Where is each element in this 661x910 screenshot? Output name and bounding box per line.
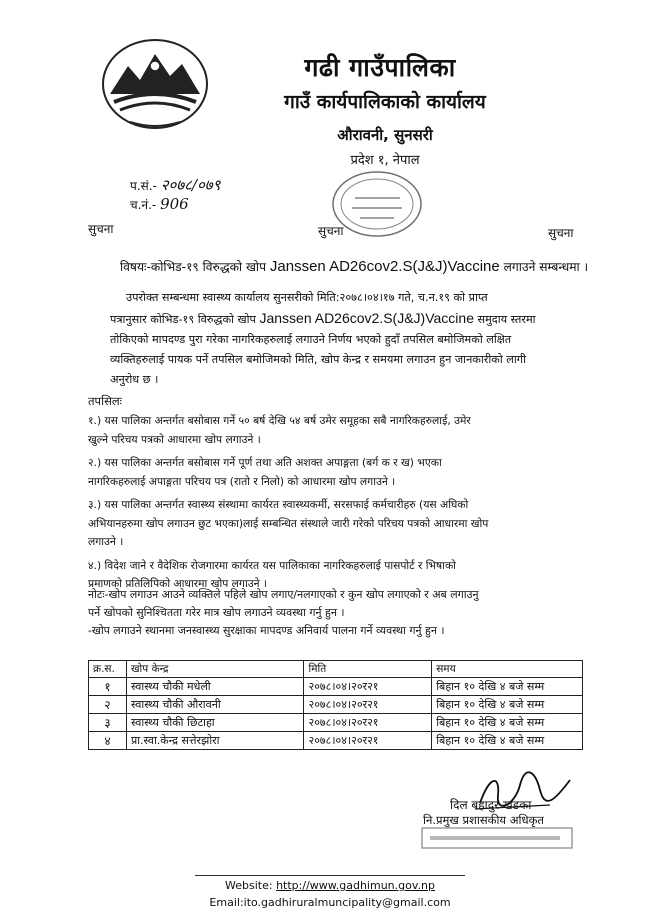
notice-label-center: सुचना bbox=[318, 224, 344, 238]
list-item-line: २.) यस पालिका अन्तर्गत बसोबास गर्ने पूर्ण तथा अति अशक्त अपाङ्गता (बर्ग क र ख) भएका bbox=[88, 456, 442, 469]
cell-time: बिहान १० देखि ४ बजे सम्म bbox=[432, 714, 583, 732]
body-paragraph bbox=[110, 288, 630, 390]
header-date: मिति bbox=[304, 661, 432, 678]
office-location: औरावनी, सुनसरी bbox=[337, 126, 433, 144]
header-center: खोप केन्द्र bbox=[126, 661, 304, 678]
note-line: नोटः-खोप लगाउन आउने व्यक्तिले पहिले खोप लगाए/नलगाएको र कुन खोप लगाएको र अब लगाउनु bbox=[88, 588, 479, 601]
list-item bbox=[88, 454, 630, 491]
fiscal-year bbox=[130, 175, 220, 195]
list-item-line: ३.) यस पालिका अन्तर्गत स्वास्थ्य संस्थामा कार्यरत स्वास्थ्यकर्मी, सरसफाई कर्मचारीहरु (यस अघिको bbox=[88, 498, 469, 511]
reference-value: 906 bbox=[160, 195, 189, 213]
email-link[interactable]: ito.gadhiruralmuncipality@gmail.com bbox=[243, 896, 451, 909]
designation-stamp-icon bbox=[420, 822, 580, 852]
list-item-line: १.) यस पालिका अन्तर्गत बसोबास गर्ने ५० बर्ष देखि ५४ बर्ष उमेर समूहका सबै नागरिकहरुलाई, उमेर bbox=[88, 414, 471, 427]
notice-label-left: सुचना bbox=[88, 222, 114, 236]
body-line2-suffix: समुदाय स्तरमा bbox=[477, 313, 536, 326]
cell-serial: १ bbox=[89, 678, 127, 696]
list-item-line: अभियानहरुमा खोप लगाउन छुट भएका)लाई सम्बन्धित संस्थाले जारी गरेको परिचय पत्रको आधारमा खोप bbox=[88, 516, 489, 530]
fiscal-year-label: प.सं.- bbox=[130, 179, 157, 193]
reference-label: च.नं.- bbox=[130, 198, 157, 212]
office-subtitle: गाउँ कार्यपालिकाको कार्यालय bbox=[284, 91, 486, 113]
list-item-line: लगाउने । bbox=[88, 535, 124, 548]
body-line2-prefix: पत्रानुसार कोभिड-१९ विरुद्धको खोप bbox=[110, 313, 256, 326]
cell-serial: २ bbox=[89, 696, 127, 714]
cell-date: २०७८।०४।२०र२१ bbox=[304, 732, 432, 750]
cell-center: स्वास्थ्य चौकी मधेली bbox=[126, 678, 304, 696]
subject-vaccine: Janssen AD26cov2.S(J&J)Vaccine bbox=[269, 258, 500, 275]
municipality-title: गढी गाउँपालिका bbox=[304, 53, 456, 82]
municipality-emblem-icon bbox=[100, 36, 210, 131]
body-line2-vaccine: Janssen AD26cov2.S(J&J)Vaccine bbox=[259, 310, 474, 326]
cell-date: २०७८।०४।२०र२१ bbox=[304, 678, 432, 696]
footer-website bbox=[205, 879, 455, 892]
subject-suffix: लगाउने सम्बन्धमा । bbox=[503, 260, 589, 274]
office-province: प्रदेश १, नेपाल bbox=[350, 153, 420, 168]
subject-line bbox=[120, 258, 650, 275]
cell-time: बिहान १० देखि ४ बजे सम्म bbox=[432, 678, 583, 696]
subject-prefix: विषयः-कोभिड-१९ विरुद्धको खोप bbox=[120, 260, 267, 274]
cell-date: २०७८।०४।२०र२१ bbox=[304, 714, 432, 732]
list-item-line: प्रमाणको प्रतिलिपिको आधारमा खोप लगाउने । bbox=[88, 577, 267, 590]
cell-time: बिहान १० देखि ४ बजे सम्म bbox=[432, 696, 583, 714]
list-item-line: खुल्ने परिचय पत्रको आधारमा खोप लगाउने । bbox=[88, 432, 261, 446]
vaccination-schedule-table bbox=[88, 660, 583, 750]
body-line: अनुरोध छ । bbox=[110, 373, 159, 386]
header-serial: क्र.स. bbox=[89, 661, 127, 678]
footer-email bbox=[195, 896, 465, 909]
cell-time: बिहान १० देखि ४ बजे सम्म bbox=[432, 732, 583, 750]
list-item-line: ४.) विदेश जाने र वैदेशिक रोजगारमा कार्यरत यस पालिकाका नागरिकहरुलाई पासपोर्ट र भिषाको bbox=[88, 558, 456, 572]
criteria-list bbox=[88, 412, 630, 599]
office-stamp-icon bbox=[330, 168, 425, 240]
table-row bbox=[89, 696, 583, 714]
body-line bbox=[110, 308, 630, 330]
list-item bbox=[88, 412, 630, 449]
table-header-row bbox=[89, 661, 583, 678]
fiscal-year-value: २०७८/०७९ bbox=[160, 176, 221, 194]
email-label: Email: bbox=[209, 896, 244, 909]
website-label: Website: bbox=[225, 879, 273, 892]
note-line: पर्ने खोपको सुनिश्चितता गरेर मात्र खोप लगाउने व्यवस्था गर्नु हुन । bbox=[88, 606, 345, 619]
list-item-line: नागरिकहरुलाई अपाङ्गता परिचय पत्र (रातो र निलो) को आधारमा खोप लगाउने । bbox=[88, 474, 396, 488]
reference-number bbox=[130, 195, 189, 213]
body-line: तोकिएको मापदण्ड पुरा गरेका नागरिकहरुलाई लगाउने निर्णय भएको हुदाँ तपसिल बमोजिमको लक्षित bbox=[110, 333, 512, 346]
cell-center: स्वास्थ्य चौकी औरावनी bbox=[126, 696, 304, 714]
cell-serial: ३ bbox=[89, 714, 127, 732]
body-line: व्यक्तिहरुलाई पायक पर्ने तपसिल बमोजिमको मिति, खोप केन्द्र र समयमा लगाउन हुन जानकारीको लागी bbox=[110, 353, 526, 366]
header-time: समय bbox=[432, 661, 583, 678]
footer-divider bbox=[195, 875, 465, 876]
notes-section bbox=[88, 586, 633, 640]
table-row bbox=[89, 732, 583, 750]
signatory-title: नि.प्रमुख प्रशासकीय अधिकृत bbox=[423, 813, 544, 827]
cell-center: प्रा.स्वा.केन्द्र सत्तेरझोरा bbox=[126, 732, 304, 750]
body-line: उपरोक्त सम्बन्धमा स्वास्थ्य कार्यालय सुनसरीको मिति:२०७८।०४।१७ गते, च.न.१९ को प्राप्त bbox=[126, 291, 488, 304]
signatory-name: दिल बहादुर खडका bbox=[450, 798, 532, 812]
cell-serial: ४ bbox=[89, 732, 127, 750]
table-row bbox=[89, 678, 583, 696]
details-heading: तपसिलः bbox=[88, 394, 122, 408]
website-link[interactable]: http://www.gadhimun.gov.np bbox=[276, 879, 435, 892]
list-item bbox=[88, 496, 630, 552]
note-line: -खोप लगाउने स्थानमा जनस्वास्थ्य सुरक्षाका मापदण्ड अनिवार्य पालना गर्ने व्यवस्था गर्नु हुन । bbox=[88, 624, 445, 637]
cell-date: २०७८।०४।२०र२१ bbox=[304, 696, 432, 714]
notice-label-right: सुचना bbox=[548, 226, 574, 240]
table-row bbox=[89, 714, 583, 732]
cell-center: स्वास्थ्य चौकी छिटाहा bbox=[126, 714, 304, 732]
